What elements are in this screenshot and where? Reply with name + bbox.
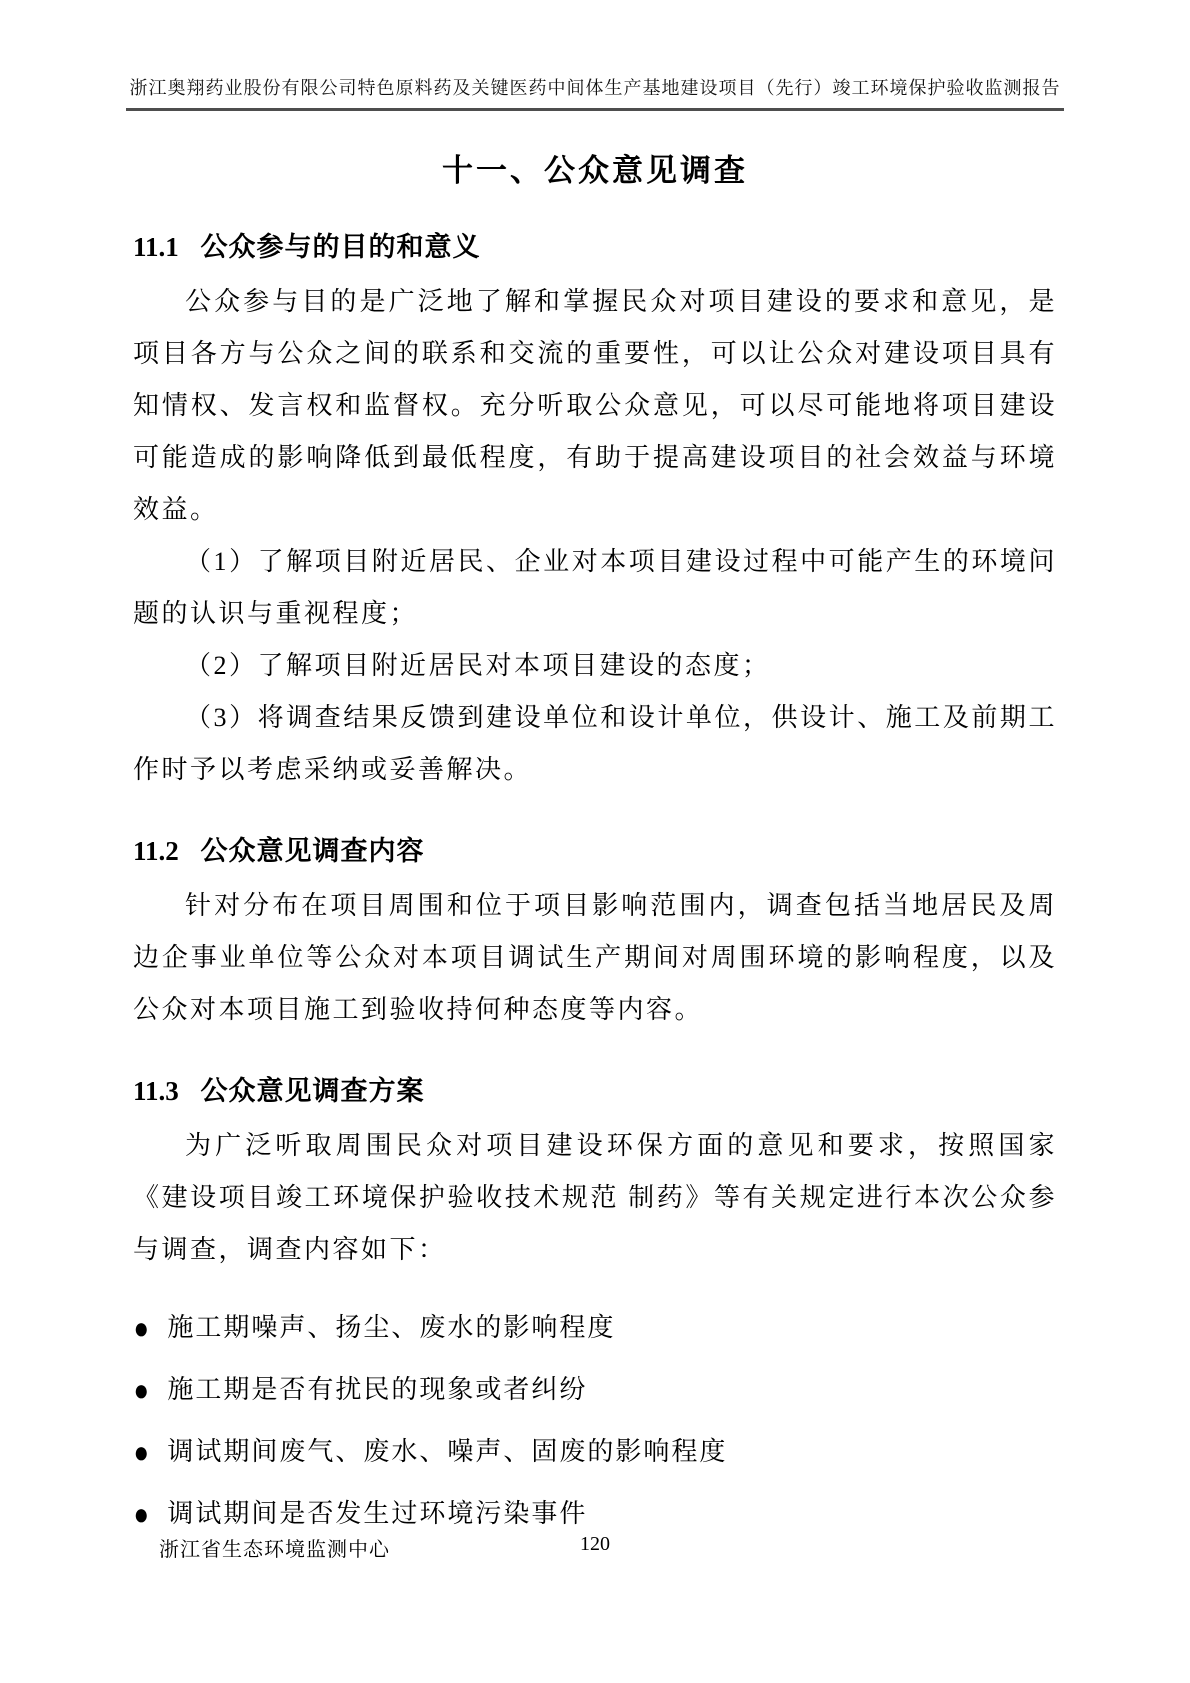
- section-number: 11.3: [133, 1076, 179, 1106]
- list-item-text: 调试期间废气、废水、噪声、固废的影响程度: [167, 1437, 728, 1466]
- bullet-icon: ●: [133, 1372, 151, 1408]
- section-11-1: [133, 228, 1057, 796]
- bullet-icon: ●: [133, 1434, 151, 1470]
- page-footer: [133, 1533, 1057, 1563]
- section-11-2-heading: [133, 832, 1057, 870]
- list-item: [133, 1432, 1057, 1472]
- list-item: [133, 1308, 1057, 1348]
- bullet-icon: ●: [133, 1496, 151, 1532]
- section-number: 11.1: [133, 232, 179, 262]
- list-item-text: 调试期间是否发生过环境污染事件: [167, 1499, 588, 1528]
- section-number: 11.2: [133, 836, 179, 866]
- list-item-text: 施工期是否有扰民的现象或者纠纷: [167, 1375, 588, 1404]
- paragraph: （3）将调查结果反馈到建设单位和设计单位，供设计、施工及前期工作时予以考虑采纳或妥善解决。: [133, 703, 1057, 784]
- section-11-3-heading: [133, 1072, 1057, 1110]
- running-header-title: 浙江奥翔药业股份有限公司特色原料药及关键医药中间体生产基地建设项目（先行）竣工环境保护验收监测报告: [129, 78, 1061, 98]
- list-item: [133, 1494, 1057, 1534]
- page-content: [133, 108, 1057, 1556]
- section-11-2: [133, 832, 1057, 1036]
- paragraph: （2）了解项目附近居民对本项目建设的态度；: [185, 651, 771, 680]
- paragraph: 为广泛听取周围民众对项目建设环保方面的意见和要求，按照国家《建设项目竣工环境保护验收技术规范 制药》等有关规定进行本次公众参与调查，调查内容如下：: [133, 1131, 1057, 1264]
- paragraph: （1）了解项目附近居民、企业对本项目建设过程中可能产生的环境问题的认识与重视程度；: [133, 547, 1057, 628]
- bullet-icon: ●: [133, 1310, 151, 1346]
- section-11-1-heading: [133, 228, 1057, 266]
- footer-organization: 浙江省生态环境监测中心: [159, 1539, 390, 1561]
- page-header: [126, 74, 1064, 111]
- page-number: 120: [580, 1533, 610, 1555]
- survey-items-list: [133, 1308, 1057, 1534]
- list-item-text: 施工期噪声、扬尘、废水的影响程度: [167, 1313, 616, 1342]
- list-item: [133, 1370, 1057, 1410]
- section-11-3: [133, 1072, 1057, 1276]
- section-title: 公众参与的目的和意义: [200, 232, 481, 262]
- paragraph: 针对分布在项目周围和位于项目影响范围内，调查包括当地居民及周边企事业单位等公众对本项目调试生产期间对周围环境的影响程度，以及公众对本项目施工到验收持何种态度等内容。: [133, 891, 1057, 1024]
- section-title: 公众意见调查内容: [200, 836, 425, 866]
- paragraph: 公众参与目的是广泛地了解和掌握民众对项目建设的要求和意见，是项目各方与公众之间的联系和交流的重要性，可以让公众对建设项目具有知情权、发言权和监督权。充分听取公众意见，可以尽可能地将项目建设可能造成的影响降低到最低程度，有助于提高建设项目的社会效益与环境效益。: [133, 287, 1057, 524]
- section-title: 公众意见调查方案: [200, 1076, 425, 1106]
- chapter-title: 十一、公众意见调查: [442, 153, 748, 188]
